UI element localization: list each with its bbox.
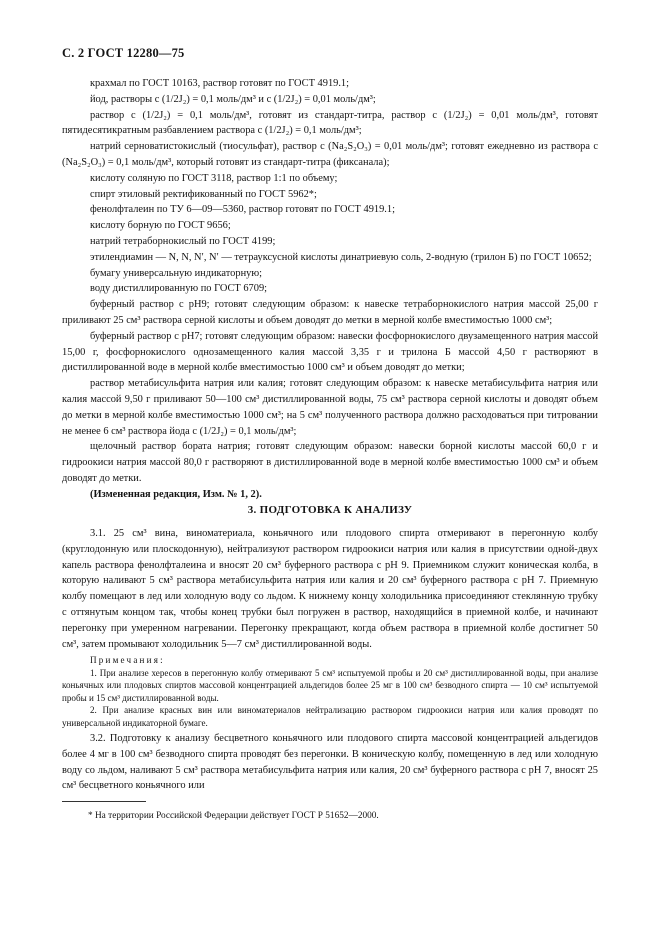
reagent-line: спирт этиловый ректификованный по ГОСТ 5962*; (90, 188, 317, 200)
paragraph-text: 3.2. Подготовку к анализу бесцветного коньячного или плодового спирта массовой концентрацией альдегидов более 4 мг в 100 см³ безводного спирта проводят без перегонки. В коническую колбу, помещенную в лед или холодную воду со льдом, наливают 5 см³ раствора метабисульфита натрия или калия, 20 см³ буферного раствора с pH 7, вносят 25 см³ бесцветного коньячного или (62, 733, 598, 792)
reagent-line: буферный раствор с pH9; готовят следующим образом: к навеске тетраборнокислого натрия массой 25,00 г приливают 25 см³ раствора серной кислоты и объем доводят до метки в мерной колбе вместимостью 1000 см³; (62, 299, 598, 326)
paragraph-3-2 (62, 731, 598, 794)
footnote: * На территории Российской Федерации действует ГОСТ Р 51652—2000. (88, 811, 379, 821)
note-item: 1. При анализе хересов в перегонную колбу отмеривают 5 см³ испытуемой пробы и 20 см³ дистиллированной воды, при анализе коньячных или плодовых спиртов массовой концентрацией альдегидов более 25 мг в 100 см³ безводного спирта — 10 см³ испытуемой пробы и 15 см³ дистиллированной воды. (62, 667, 598, 703)
reagent-line: буферный раствор с pH7; готовят следующим образом: навески фосфорнокислого двузамещенного натрия массой 15,00 г, фосфорнокислого однозамещенного калия массой 3,35 г и трилона Б массой 4,50 г растворяют в дистиллированной воде в мерной колбе вместимостью 1000 см³ и объем доводят до метки; (62, 330, 598, 374)
paragraph-text: 3.1. 25 см³ вина, виноматериала, коньячного или плодового спирта отмеривают в перегонную колбу (круглодонную или плоскодонную), нейтрализуют раствором гидроокиси натрия или калия в присутствии одной-двух капель раствора фенолфталеина и вносят 20 см³ буферного раствора с pH 9. Приемником служит коническая колба, в которую наливают 5 см³ раствора метабисульфита натрия или калия и 20 см³ буферного раствора с pH 7. Приемную колбу помещают в лед или холодную воду со льдом. К нижнему концу холодильника присоединяют стеклянную трубку с оттянутым концом так, чтобы конец трубки был погружен в раствор, находящийся в приемной колбе, и начинают перегонку при умеренном нагревании. Перегонку прекращают, когда объем раствора в приемной колбе достигнет 50 см³, затем промывают холодильник 5—7 см³ дистиллированной воды. (62, 528, 598, 650)
reagent-line: фенолфталеин по ТУ 6—09—5360, раствор готовят по ГОСТ 4919.1; (90, 204, 395, 216)
note-item: 2. При анализе красных вин или виноматериалов нейтрализацию раствором гидроокиси натрия или калия проводят по универсальной индикаторной бумаге. (62, 705, 598, 728)
reagent-line: кислоту борную по ГОСТ 9656; (90, 220, 231, 232)
reagent-line: натрий тетраборнокислый по ГОСТ 4199; (90, 235, 276, 247)
reagent-line: щелочный раствор бората натрия; готовят следующим образом: навески борной кислоты массой 60,0 г и гидроокиси натрия массой 80,0 г растворяют в дистиллированной воде в мерной колбе вместимостью 1000 см³ и объем доводят до метки. (62, 441, 598, 484)
footnote-divider (62, 801, 146, 802)
notes-heading: Примечания: (90, 655, 165, 665)
paragraph-3-1 (62, 526, 598, 652)
page-header: С. 2 ГОСТ 12280—75 (62, 46, 185, 60)
reagent-line: этилендиамин — N, N, N′, N′ — тетрауксусной кислоты динатриевую соль, 2-водную (трилон Б) по ГОСТ 10652; (90, 251, 592, 263)
section-title: 3. ПОДГОТОВКА К АНАЛИЗУ (247, 504, 413, 516)
reagents-list (62, 76, 598, 503)
notes-block (62, 654, 598, 730)
reagent-line: йод, растворы c (1/2J₂) = 0,1 моль/дм³ и c (1/2J₂) = 0,01 моль/дм³; (90, 93, 376, 105)
reagent-line: раствор метабисульфита натрия или калия; готовят следующим образом: к навеске метабисульфита натрия или калия массой 9,50 г приливают 50—100 см³ дистиллированной воды, 75 см³ раствора серной кислоты и доводят объем до метки в мерной колбе вместимостью 1000 см³; на 5 см³ полученного раствора должно расходоваться при титровании не менее 6 см³ раствора йода c (1/2J₂) = 0,1 моль/дм³; (62, 378, 598, 437)
amendment-note: (Измененная редакция, Изм. № 1, 2). (90, 488, 262, 500)
reagent-line: кислоту соляную по ГОСТ 3118, раствор 1:1 по объему; (90, 172, 338, 184)
reagent-line: натрий серноватистокислый (тиосульфат), раствор c (Na₂S₂O₃) = 0,01 моль/дм³; готовят ежедневно из раствора c (Na₂S₂O₃) = 0,1 моль/дм³, который готовят из стандарт-титра (фиксанала); (62, 141, 598, 168)
reagent-line: воду дистиллированную по ГОСТ 6709; (90, 283, 268, 295)
reagent-line: крахмал по ГОСТ 10163, раствор готовят по ГОСТ 4919.1; (90, 78, 350, 89)
reagent-line: бумагу универсальную индикаторную; (90, 267, 262, 279)
reagent-line: раствор c (1/2J₂) = 0,1 моль/дм³, готовят из стандарт-титра, раствор c (1/2J₂) = 0,01 моль/дм³, готовят пятидесятикратным разбавлением раствора c (1/2J₂) = 0,1 моль/дм³; (62, 109, 598, 137)
